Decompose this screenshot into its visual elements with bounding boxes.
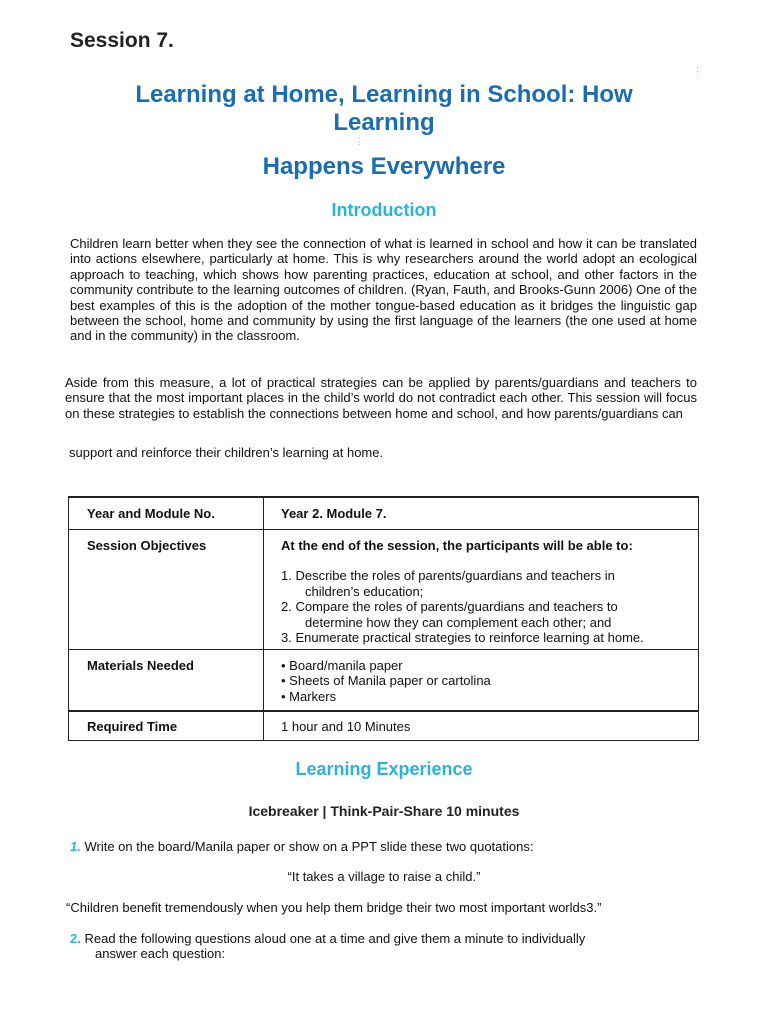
row-label: Session Objectives (69, 529, 264, 649)
step-number: 2. (70, 931, 81, 946)
row-label: Year and Module No. (69, 497, 264, 529)
objective-item: 2. Compare the roles of parents/guardians and teachers to (281, 599, 618, 614)
material-item: • Board/manila paper (281, 657, 403, 673)
materials-cell (264, 649, 699, 711)
objectives-intro: At the end of the session, the participants will be able to: (281, 537, 633, 553)
learning-experience-heading: Learning Experience (295, 759, 473, 779)
material-item: • Sheets of Manila paper or cartolina (281, 673, 491, 688)
introduction-heading: Introduction (331, 200, 437, 220)
objectives-cell (264, 529, 699, 649)
table-row (69, 649, 699, 711)
objective-item: 3. Enumerate practical strategies to reinforce learning at home. (281, 630, 644, 645)
quote-1: “It takes a village to raise a child.” (287, 869, 481, 884)
row-label: Required Time (69, 711, 264, 740)
material-item: • Markers (281, 688, 337, 704)
step-text: Read the following questions aloud one at a time and give them a minute to individually (84, 931, 586, 946)
step-text-cont: answer each question: (95, 946, 226, 961)
marker-dots: ⋮ (693, 66, 702, 76)
step-2 (70, 931, 585, 961)
step-1 (70, 839, 533, 854)
table-row (69, 529, 699, 649)
intro-paragraph-2: Aside from this measure, a lot of practical strategies can be applied by parents/guardians and teachers to ensure that the most important places in the child’s world do not contradict each other. This session will focus on these strategies to establish the connections between home and school, and how parents/guardians can (65, 375, 697, 421)
row-label: Materials Needed (69, 649, 264, 711)
objective-item-cont: determine how they can complement each other; and (305, 614, 612, 630)
table-row (69, 497, 699, 529)
title-line-1: Learning at Home, Learning in School: How (135, 81, 633, 108)
row-value: 1 hour and 10 Minutes (264, 711, 699, 740)
row-value: Year 2. Module 7. (264, 497, 699, 529)
objective-item-cont: children’s education; (305, 583, 424, 599)
session-label: Session 7. (70, 29, 174, 52)
objective-item: 1. Describe the roles of parents/guardians and teachers in (281, 568, 615, 583)
title-line-3: Happens Everywhere (262, 153, 506, 180)
intro-paragraph-3: support and reinforce their children’s learning at home. (69, 445, 384, 460)
title-line-2: Learning (333, 109, 435, 136)
intro-paragraph-1: Children learn better when they see the connection of what is learned in school and how it can be translated into actions elsewhere, particularly at home. This is why researchers around the world adopt an ecological approach to teaching, which shows how parenting practices, education at school, and other factors in the community contribute to the learning outcomes of children. (Ryan, Fauth, and Brooks-Gunn 2006) One of the best examples of this is the adoption of the mother tongue-based education as it bridges the linguistic gap between the school, home and community by using the first language of the learners (the one used at home and in the community) in the classroom. (70, 236, 697, 344)
quote-2: “Children benefit tremendously when you help them bridge their two most important worlds3.” (66, 900, 602, 915)
marker-dots: ⋮ (355, 136, 364, 146)
session-info-table (68, 496, 699, 741)
table-row (69, 711, 699, 740)
step-text: Write on the board/Manila paper or show on a PPT slide these two quotations: (84, 839, 534, 854)
activity-title: Icebreaker | Think-Pair-Share 10 minutes (248, 803, 520, 819)
step-number: 1. (70, 839, 81, 854)
